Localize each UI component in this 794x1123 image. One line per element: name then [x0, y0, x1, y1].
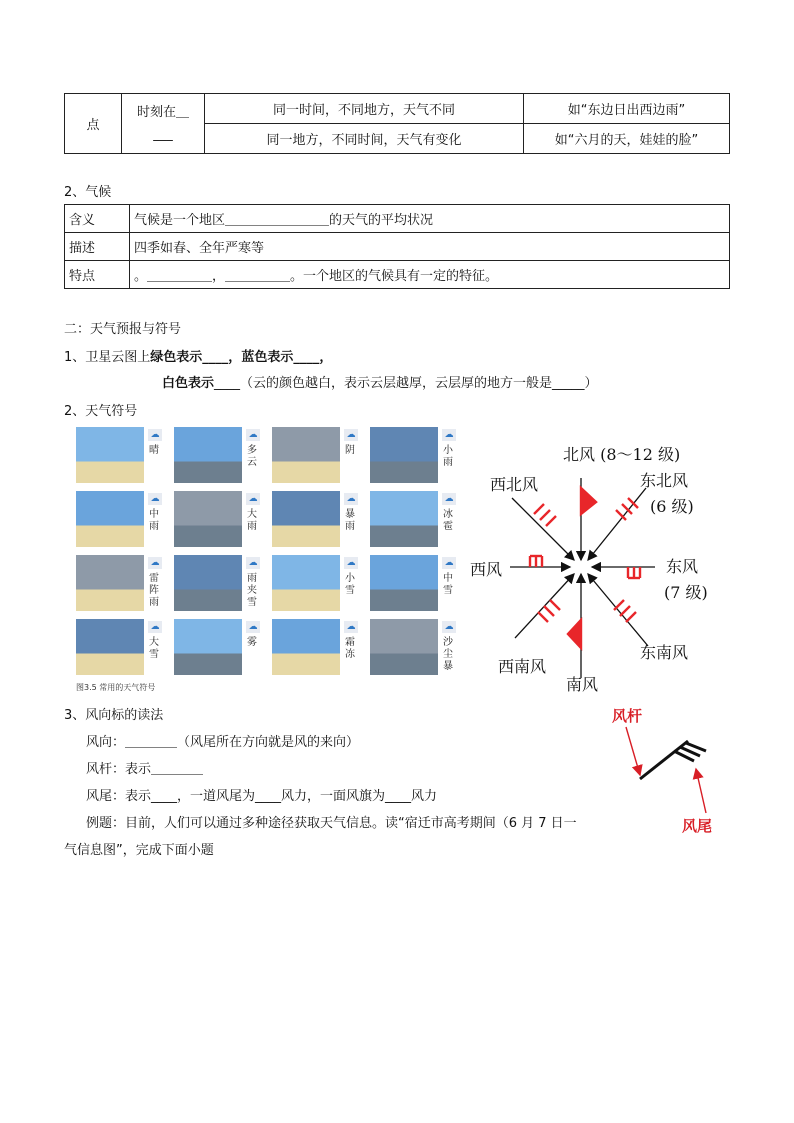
green-blank: ____，: [202, 350, 242, 365]
weather-picture: [174, 427, 242, 483]
thunderstorm-icon: ☁: [148, 557, 162, 569]
weather-label: 中雨: [149, 509, 159, 532]
south-wind-label: 南风: [566, 675, 599, 694]
weather-picture: [272, 491, 340, 547]
se-barb-2: [620, 606, 630, 616]
weather-picture: [370, 555, 438, 611]
weather-tile: [272, 555, 360, 611]
moderate-rain-icon: ☁: [148, 493, 162, 505]
forecast-heading: 二：天气预报与符号: [64, 322, 182, 337]
nw-barb-2: [540, 510, 550, 520]
climate-text-meaning: 气候是一个地区＿＿＿＿＿＿＿＿的天气的平均状况: [130, 205, 730, 233]
weather-tile: [76, 427, 164, 483]
weather-tile: [174, 619, 262, 675]
white-explanation: ____（云的颜色越白，表示云层越厚，云层厚的地方一般是_____）: [214, 376, 598, 391]
tail-label: 风尾: [682, 817, 713, 835]
weather-picture: [272, 427, 340, 483]
cloud-icon: ☁: [344, 429, 358, 441]
blue-blank: ____，: [293, 350, 333, 365]
weather-tile: [272, 427, 360, 483]
figure-caption: 图3.5 常用的天气符号: [76, 683, 156, 692]
feature-label-cell: 点: [65, 94, 122, 154]
nw-barb-1: [534, 504, 544, 514]
climate-table: [64, 204, 730, 289]
climate-term-description: 描述: [65, 233, 130, 261]
moderate-snow-icon: ☁: [442, 557, 456, 569]
hail-icon: ☁: [442, 493, 456, 505]
nw-barb-3: [546, 516, 556, 526]
east-level-label: (7 级): [664, 583, 708, 602]
sun-icon: ☁: [148, 429, 162, 441]
northeast-wind-label: 东北风: [640, 471, 689, 490]
northwest-arrow: [512, 498, 574, 560]
example-line-1: 例题：目前，人们可以通过多种途径获取天气信息。读“宿迁市高考期间（6 月 7 日一: [86, 816, 577, 831]
weather-tile: [272, 491, 360, 547]
light-rain-icon: ☁: [442, 429, 456, 441]
example-line-2: 气信息图”，完成下面小题: [64, 843, 214, 858]
weather-label: 小雪: [345, 573, 355, 596]
weather-tile: [370, 555, 458, 611]
time-cell: [122, 94, 205, 154]
weather-picture: [174, 619, 242, 675]
weather-label: 多云: [247, 445, 257, 468]
row2-example: 如“六月的天，娃娃的脸”: [524, 124, 730, 154]
southwest-wind-label: 西南风: [498, 657, 547, 676]
weather-picture: [76, 555, 144, 611]
weather-tile: [76, 555, 164, 611]
blue-label: 蓝色表示: [241, 350, 294, 365]
weather-label: 暴雨: [345, 509, 355, 532]
weather-label: 小雨: [443, 445, 453, 468]
weather-feature-table: [64, 93, 730, 154]
weather-label: 冰雹: [443, 509, 453, 532]
row2-description: 同一地方，不同时间，天气有变化: [205, 124, 524, 154]
weather-picture: [370, 619, 438, 675]
weather-tile: [370, 427, 458, 483]
weather-picture: [272, 619, 340, 675]
weather-picture: [174, 491, 242, 547]
weather-tile: [174, 491, 262, 547]
rainstorm-icon: ☁: [344, 493, 358, 505]
wind-direction-line: 风向：＿＿＿＿（风尾所在方向就是风的来向）: [86, 735, 360, 750]
climate-term-feature: 特点: [65, 261, 130, 289]
satellite-intro: 1、卫星云图上: [64, 350, 151, 365]
weather-tile: [76, 491, 164, 547]
shaft-label: 风杆: [612, 707, 643, 725]
fog-icon: ☁: [246, 621, 260, 633]
sleet-icon: ☁: [246, 557, 260, 569]
weather-tile: [370, 491, 458, 547]
wind-tail-line: 风尾：表示____，一道风尾为____风力，一面风旗为____风力: [86, 789, 438, 804]
sw-barb-1: [538, 612, 548, 622]
northeast-level-label: (6 级): [650, 497, 694, 516]
frost-icon: ☁: [344, 621, 358, 633]
weather-label: 晴: [149, 445, 159, 456]
wind-reading-heading: 3、风向标的读法: [64, 708, 164, 723]
weather-picture: [370, 427, 438, 483]
barb-anatomy-drawing: [610, 703, 725, 835]
climate-heading: 2、气候: [64, 185, 112, 200]
time-label: 时刻在＿: [136, 104, 189, 120]
weather-label: 中雪: [443, 573, 453, 596]
climate-text-feature: 。＿＿＿＿＿，＿＿＿＿＿。一个地区的气候具有一定的特征。: [130, 261, 730, 289]
green-label: 绿色表示: [150, 350, 203, 365]
partly-cloudy-icon: ☁: [246, 429, 260, 441]
row1-example: 如“东边日出西边雨”: [524, 94, 730, 124]
symbols-heading: 2、天气符号: [64, 404, 138, 419]
climate-term-meaning: 含义: [65, 205, 130, 233]
north-wind-label: 北风 (8～12 级): [563, 445, 681, 464]
satellite-line-1: [64, 346, 332, 365]
south-barb-flag: [568, 620, 581, 648]
weather-picture: [76, 491, 144, 547]
sandstorm-icon: ☁: [442, 621, 456, 633]
weather-label: 霜冻: [345, 637, 355, 660]
weather-picture: [76, 619, 144, 675]
weather-label: 沙尘暴: [443, 637, 453, 672]
weather-label: 雾: [247, 637, 257, 648]
sw-barb-2: [544, 606, 554, 616]
southeast-wind-label: 东南风: [640, 643, 689, 662]
satellite-line-2: [162, 372, 598, 391]
barb-anatomy-inset: [610, 703, 725, 835]
climate-text-description: 四季如春、全年严寒等: [130, 233, 730, 261]
weather-picture: [76, 427, 144, 483]
weather-tile: [370, 619, 458, 675]
east-wind-label: 东风: [666, 557, 699, 576]
northeast-arrow: [588, 488, 646, 560]
sw-barb-3: [550, 600, 560, 610]
weather-tile: [174, 427, 262, 483]
north-barb-flag: [581, 488, 596, 514]
weather-picture: [272, 555, 340, 611]
northwest-wind-label: 西北风: [490, 475, 539, 494]
weather-picture: [370, 491, 438, 547]
white-label: 白色表示: [162, 376, 215, 391]
weather-tile: [174, 555, 262, 611]
weather-tile: [76, 619, 164, 675]
west-wind-label: 西风: [470, 560, 503, 579]
weather-label: 阴: [345, 445, 355, 456]
light-snow-icon: ☁: [344, 557, 358, 569]
se-barb-1: [614, 600, 624, 610]
wind-shaft-line: 风杆：表示＿＿＿＿: [86, 762, 204, 777]
time-blank: ___: [153, 126, 173, 142]
weather-label: 大雨: [247, 509, 257, 532]
row1-description: 同一时间，不同地方，天气不同: [205, 94, 524, 124]
weather-tile: [272, 619, 360, 675]
weather-label: 大雪: [149, 637, 159, 660]
southeast-arrow: [588, 574, 648, 646]
se-barb-3: [626, 612, 636, 622]
weather-picture: [174, 555, 242, 611]
heavy-rain-icon: ☁: [246, 493, 260, 505]
weather-label: 雨夹雪: [247, 573, 257, 608]
weather-label: 雷阵雨: [149, 573, 159, 608]
heavy-snow-icon: ☁: [148, 621, 162, 633]
